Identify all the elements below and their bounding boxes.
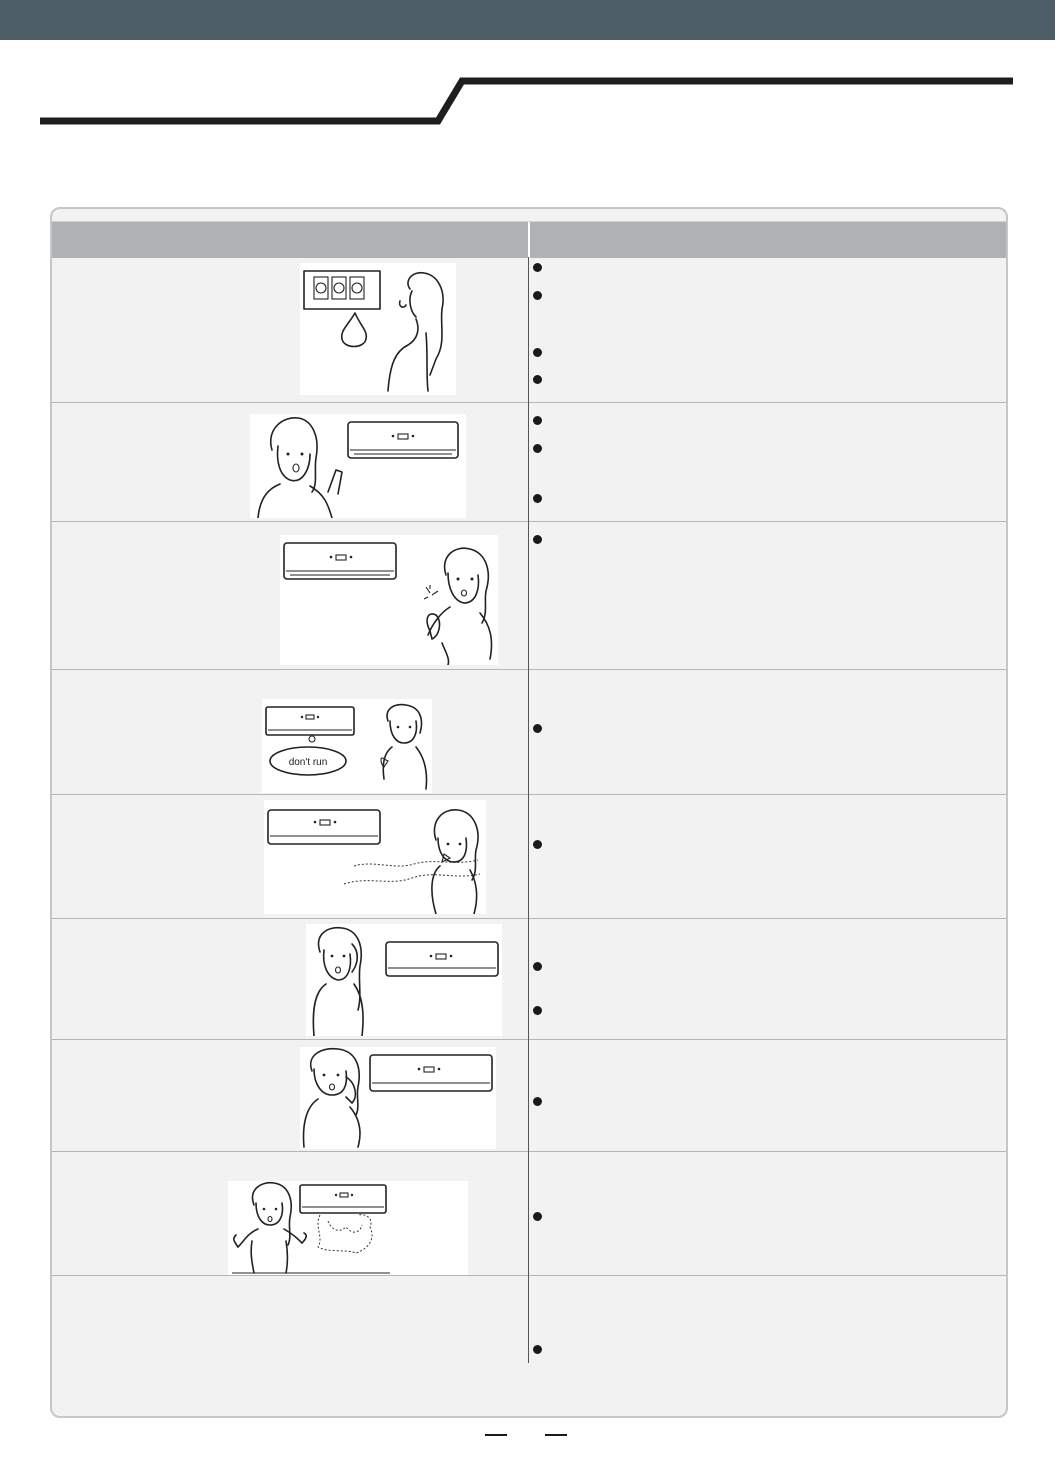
bullet-icon	[533, 348, 543, 358]
bullet-icon	[533, 840, 543, 850]
bullet-icon	[533, 962, 543, 972]
table-header	[52, 221, 1008, 258]
woman-listening-ac-illustration	[306, 924, 502, 1036]
solution-bullets	[533, 257, 1003, 402]
bullet-icon	[533, 375, 543, 385]
bullet-icon	[533, 494, 543, 504]
woman-remote-ac-illustration	[280, 535, 498, 665]
bullet-icon	[533, 1212, 543, 1222]
woman-pointing-ac-illustration	[250, 414, 466, 518]
solution-bullets	[533, 521, 1003, 669]
section-title-banner	[0, 70, 1055, 130]
table-row	[52, 1275, 1008, 1363]
woman-odor-ac-illustration	[264, 800, 486, 914]
bullet-icon	[533, 724, 543, 734]
column-divider	[528, 521, 529, 669]
table-row	[52, 918, 1008, 1040]
column-divider	[528, 794, 529, 918]
dont-run-bubble-text: don't run	[288, 757, 328, 768]
bullet-icon	[533, 535, 543, 545]
switch-box-woman-illustration	[300, 263, 456, 395]
solution-bullets	[533, 1039, 1003, 1151]
bullet-icon	[533, 291, 543, 301]
solution-bullets	[533, 1151, 1003, 1275]
column-divider	[528, 1039, 529, 1151]
ac-dont-run-illustration	[262, 699, 432, 793]
column-divider	[528, 918, 529, 1039]
table-row	[52, 1039, 1008, 1152]
solution-bullets	[533, 669, 1003, 794]
table-row	[52, 1151, 1008, 1276]
solution-bullets	[533, 1275, 1003, 1363]
troubleshooting-table	[50, 207, 1008, 1418]
bullet-icon	[533, 1345, 543, 1355]
header-bar	[0, 0, 1055, 40]
column-divider	[528, 669, 529, 794]
page-number-mark-left	[485, 1426, 515, 1442]
solution-bullets	[533, 402, 1003, 521]
woman-ear-ac-illustration	[300, 1047, 496, 1149]
bullet-icon	[533, 1006, 543, 1016]
table-row	[52, 257, 1008, 403]
column-divider	[528, 257, 529, 402]
bullet-icon	[533, 263, 543, 273]
bullet-icon	[533, 444, 543, 454]
column-divider	[528, 1151, 529, 1275]
woman-mist-ac-illustration	[228, 1181, 468, 1275]
header-column-divider	[528, 222, 530, 258]
table-row	[52, 521, 1008, 670]
table-row	[52, 402, 1008, 522]
column-divider	[528, 1275, 529, 1363]
page-number-mark-right	[545, 1426, 575, 1442]
table-row	[52, 669, 1008, 795]
table-row	[52, 794, 1008, 919]
bullet-icon	[533, 1097, 543, 1107]
bullet-icon	[533, 416, 543, 426]
column-divider	[528, 402, 529, 521]
solution-bullets	[533, 918, 1003, 1039]
solution-bullets	[533, 794, 1003, 918]
